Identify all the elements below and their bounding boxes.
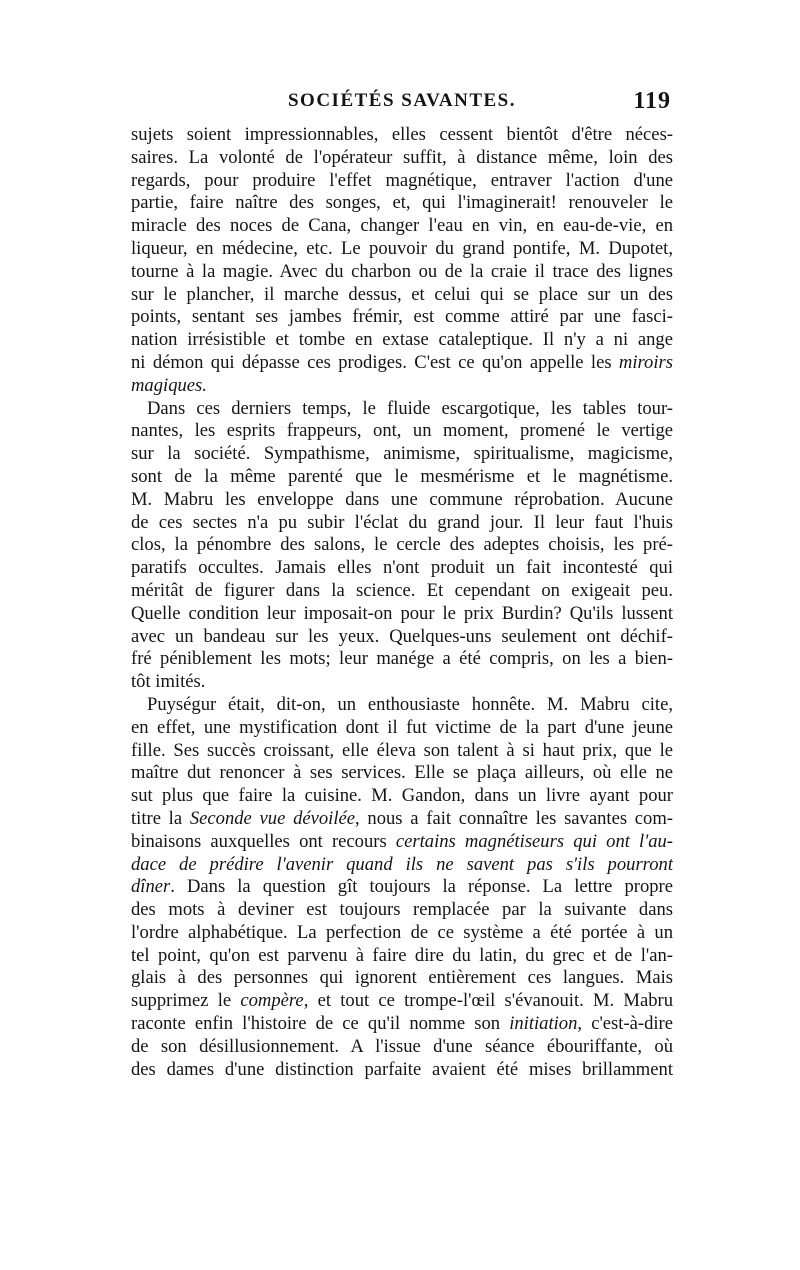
- text-line: nation irrésistible et tombe en extase cataleptique. Il n'y a ni ange: [131, 329, 673, 351]
- text-line: tôt imités.: [131, 671, 206, 693]
- text-line: [131, 854, 673, 877]
- text-line: saires. La volonté de l'opérateur suffit, à distance même, loin des: [131, 146, 673, 168]
- text-line: nantes, les esprits frappeurs, ont, un moment, promené le vertige: [131, 420, 673, 442]
- italic-phrase: dace de prédire l'avenir quand ils ne savent pas s'ils pourront: [131, 853, 673, 875]
- text-line: ni démon qui dépasse ces prodiges. C'est ce qu'on appelle les miroirs: [131, 351, 673, 373]
- text-line: sujets soient impressionnables, elles cessent bientôt d'être néces-: [131, 124, 673, 145]
- running-title: SOCIÉTÉS SAVANTES.: [287, 90, 516, 111]
- italic-phrase: certains magnétiseurs qui ont l'au-: [395, 830, 673, 852]
- text-line: l'ordre alphabétique. La perfection de ce système a été portée à un: [131, 921, 673, 943]
- text-line: titre la Seconde vue dévoilée, nous a fait connaître les savantes com-: [131, 807, 673, 829]
- text-line: supprimez le compère, et tout ce trompe-l'œil s'évanouit. M. Mabru: [131, 990, 673, 1012]
- paragraph-start-line: Puységur était, dit-on, un enthousiaste honnête. M. Mabru cite,: [147, 693, 673, 715]
- italic-phrase: compère: [240, 990, 304, 1012]
- text-line: dîner. Dans la question gît toujours la réponse. La lettre propre: [131, 876, 673, 898]
- text-line: glais à des personnes qui ignorent entièrement ces langues. Mais: [131, 967, 673, 989]
- text-line: clos, la pénombre des salons, le cercle des adeptes choisis, les pré-: [131, 534, 673, 556]
- italic-phrase: initiation: [509, 1013, 578, 1035]
- italic-phrase: Seconde vue dévoilée: [189, 807, 356, 829]
- text-line: sur la société. Sympathisme, animisme, spiritualisme, magicisme,: [131, 443, 673, 465]
- text-line: maître dut renoncer à ses services. Elle se plaça ailleurs, où elle ne: [131, 762, 673, 784]
- body-text: [131, 124, 673, 1081]
- text-line: M. Mabru les enveloppe dans une commune réprobation. Aucune: [131, 488, 673, 510]
- text-line: sur le plancher, il marche dessus, et celui qui se place sur un des: [131, 283, 673, 305]
- text-line: partie, faire naître des songes, et, qui l'imaginerait! renouveler le: [131, 192, 673, 214]
- text-line: liqueur, en médecine, etc. Le pouvoir du grand pontife, M. Dupotet,: [131, 237, 673, 259]
- paragraph-start-line: Dans ces derniers temps, le fluide escargotique, les tables tour-: [147, 397, 673, 419]
- text-line: miracle des noces de Cana, changer l'eau en vin, en eau-de-vie, en: [131, 215, 673, 237]
- text-line: tourne à la magie. Avec du charbon ou de la craie il trace des lignes: [131, 260, 673, 282]
- text-line: points, sentant ses jambes frémir, est comme attiré par une fasci-: [131, 306, 673, 328]
- text-line: des dames d'une distinction parfaite avaient été mises brillamment: [131, 1058, 673, 1080]
- text-line: de ces sectes n'a pu subir l'éclat du grand jour. Il leur faut l'huis: [131, 511, 673, 533]
- text-line: sut plus que faire la cuisine. M. Gandon, dans un livre ayant pour: [131, 785, 673, 807]
- text-line: fille. Ses succès croissant, elle éleva son talent à si haut prix, que le: [131, 739, 673, 761]
- text-line: sont de la même parenté que le mesmérisme et le magnétisme.: [131, 465, 673, 487]
- text-line: [131, 375, 673, 398]
- italic-phrase: dîner: [131, 876, 171, 898]
- text-line: avec un bandeau sur les yeux. Quelques-uns seulement ont déchif-: [131, 625, 673, 647]
- text-line: Quelle condition leur imposait-on pour le prix Burdin? Qu'ils lussent: [131, 602, 673, 624]
- text-line: de son désillusionnement. A l'issue d'une séance ébouriffante, où: [131, 1035, 673, 1057]
- text-line: des mots à deviner est toujours remplacée par la suivante dans: [131, 899, 673, 921]
- text-line: binaisons auxquelles ont recours certains magnétiseurs qui ont l'au-: [131, 830, 673, 852]
- text-line: regards, pour produire l'effet magnétique, entraver l'action d'une: [131, 169, 673, 191]
- running-header: [131, 88, 673, 118]
- text-line: raconte enfin l'histoire de ce qu'il nomme son initiation, c'est-à-dire: [131, 1013, 673, 1035]
- text-line: tel point, qu'on est parvenu à faire dire du latin, du grec et de l'an-: [131, 944, 673, 966]
- text-line: en effet, une mystification dont il fut victime de la part d'une jeune: [131, 716, 673, 738]
- italic-phrase: miroirs: [618, 351, 673, 373]
- italic-phrase: magiques.: [131, 374, 207, 396]
- text-line: méritât de figurer dans la science. Et cependant on exigeait peu.: [131, 579, 673, 601]
- text-line: paratifs occultes. Jamais elles n'ont produit un fait incontesté qui: [131, 557, 673, 579]
- page-number: 119: [633, 88, 671, 114]
- text-line: fré péniblement les mots; leur manége a été compris, on les a bien-: [131, 648, 673, 670]
